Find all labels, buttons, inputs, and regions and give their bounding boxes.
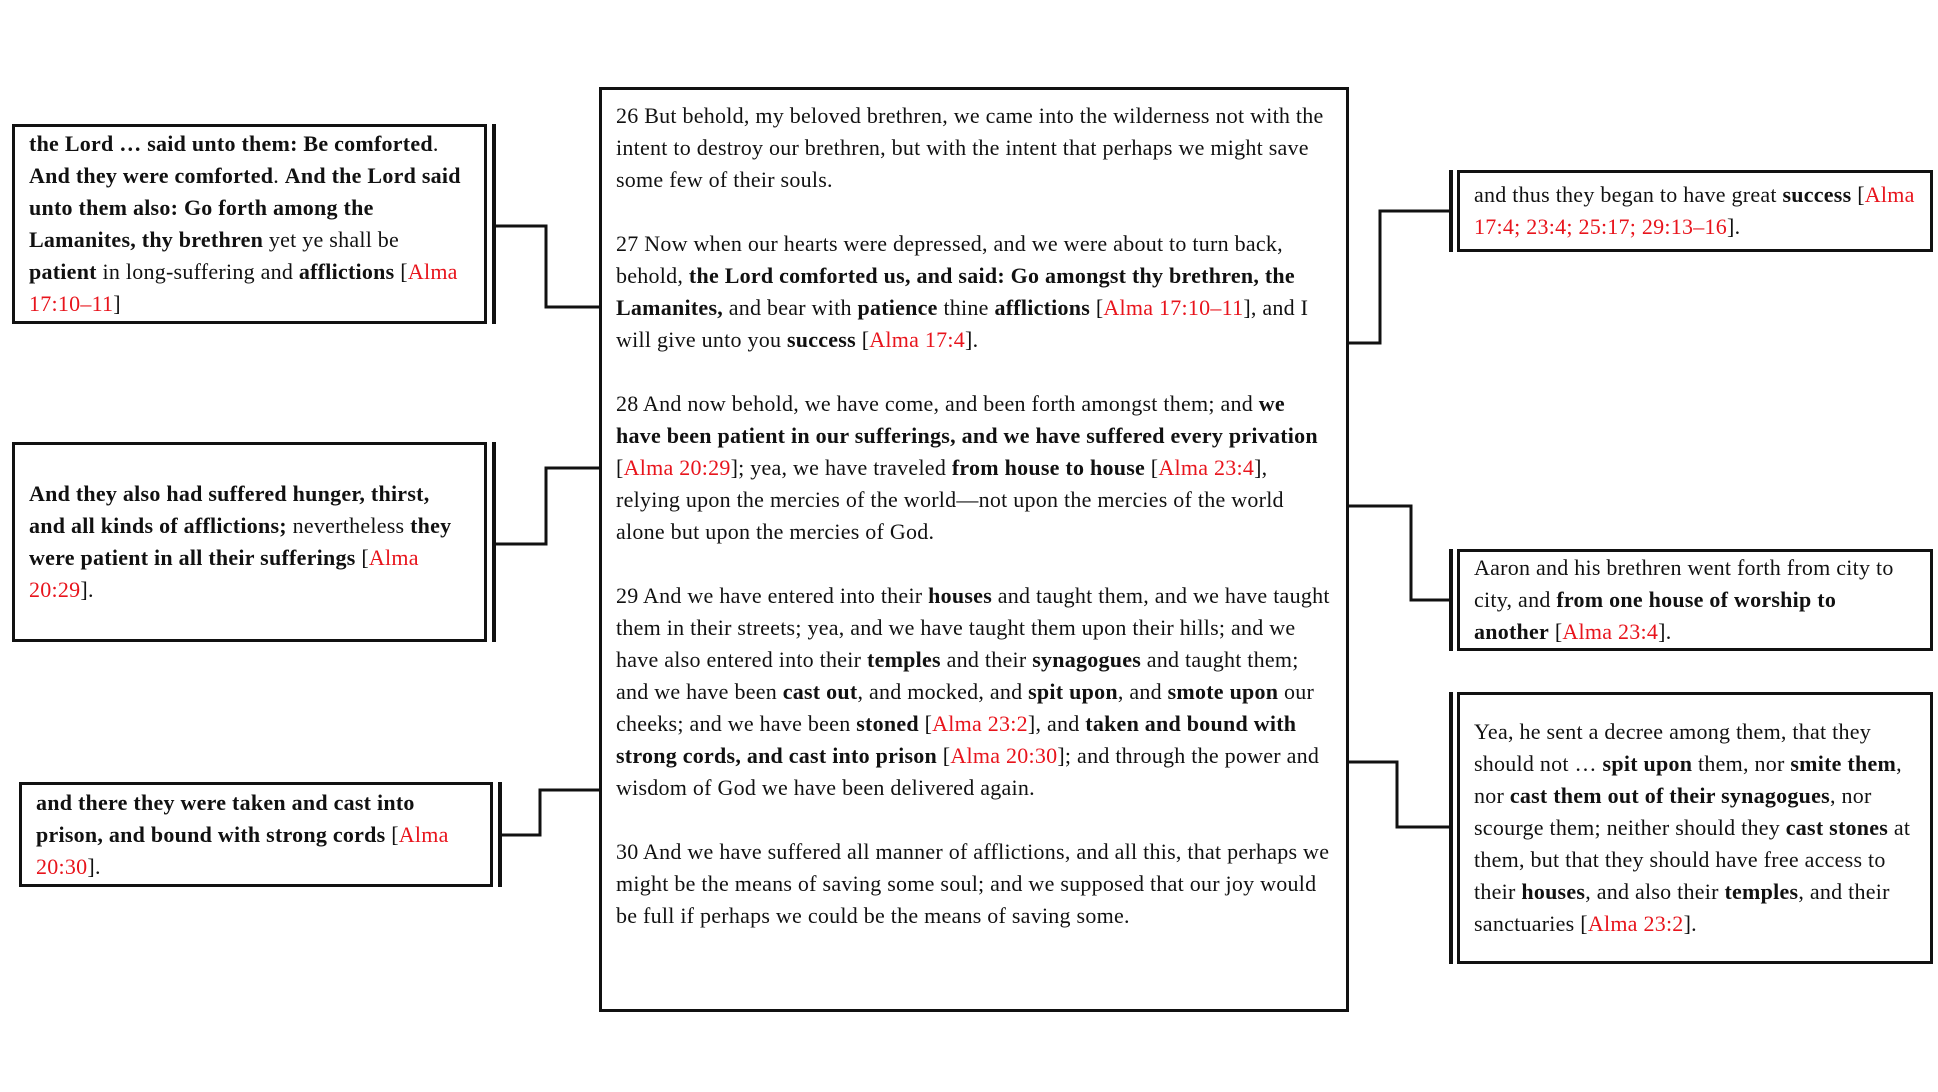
- emphasized-text: success: [1782, 182, 1852, 207]
- emphasized-text: the Lord comforted us, and said: Go amongst thy brethren, the Lamanites,: [616, 263, 1295, 320]
- text-segment: , and their sanctuaries [: [1474, 879, 1890, 936]
- text-segment: ]; yea, we have traveled: [730, 455, 952, 480]
- left-note-text: [29, 128, 470, 320]
- text-segment: [: [1549, 619, 1563, 644]
- right-note-box-1: [1457, 170, 1933, 252]
- emphasized-text: we have been patient in our sufferings, and we have suffered every privation: [616, 391, 1318, 448]
- text-segment: at them, but that they should have free access to their: [1474, 815, 1911, 904]
- text-segment: [: [1145, 455, 1159, 480]
- right-note-box-2: [1457, 549, 1933, 651]
- emphasized-text: temples: [867, 647, 941, 672]
- emphasized-text: patience: [857, 295, 938, 320]
- left-note-box-3: [19, 782, 493, 887]
- scripture-reference: Alma 20:30: [950, 743, 1058, 768]
- text-segment: and their: [940, 647, 1033, 672]
- emphasized-text: stoned: [856, 711, 919, 736]
- connector-left-2: [494, 468, 599, 544]
- verse-26: [616, 100, 1332, 196]
- scripture-reference: Alma 17:4: [869, 327, 966, 352]
- right-note-box-3: [1457, 692, 1933, 964]
- bracket-bar-right-1: [1449, 170, 1453, 252]
- text-segment: 27 Now when our hearts were depressed, and we were about to turn back, behold,: [616, 231, 1283, 288]
- left-note-text: [29, 478, 470, 606]
- text-segment: [: [1851, 182, 1865, 207]
- text-segment: ]: [113, 291, 121, 316]
- left-note-text: [36, 787, 476, 883]
- verse-30: [616, 836, 1332, 932]
- scripture-reference: Alma 17:10–11: [1103, 295, 1244, 320]
- bracket-bar-left-1: [492, 124, 496, 324]
- emphasized-text: houses: [1521, 879, 1586, 904]
- text-segment: yet ye shall be: [263, 227, 400, 252]
- right-note-text: [1474, 179, 1916, 243]
- text-segment: 29 And we have entered into their: [616, 583, 929, 608]
- emphasized-text: cast out: [782, 679, 858, 704]
- emphasized-text: smite them: [1790, 751, 1897, 776]
- emphasized-text: taken and bound with strong cords, and cast into prison: [616, 711, 1297, 768]
- scripture-passage-box: [599, 87, 1349, 1012]
- emphasized-text: cast stones: [1785, 815, 1889, 840]
- text-segment: ], relying upon the mercies of the world—not upon the mercies of the world alone but upon the mercies of God.: [616, 455, 1284, 544]
- emphasized-text: temples: [1724, 879, 1799, 904]
- text-segment: 30 And we have suffered all manner of afflictions, and all this, that perhaps we might be the means of saving some soul; and we supposed that our joy would be full if perhaps we could be the means of saving some.: [616, 839, 1330, 928]
- scripture-reference: Alma 23:4: [1158, 455, 1255, 480]
- text-segment: and bear with: [723, 295, 858, 320]
- text-segment: [: [937, 743, 951, 768]
- emphasized-text: from house to house: [951, 455, 1146, 480]
- right-note-text: [1474, 716, 1916, 940]
- text-segment: [: [394, 259, 408, 284]
- bracket-bar-right-2: [1449, 549, 1453, 651]
- emphasized-text: spit upon: [1028, 679, 1118, 704]
- left-note-box-1: [12, 124, 487, 324]
- text-segment: , and mocked, and: [857, 679, 1029, 704]
- scripture-reference: Alma 23:2: [1587, 911, 1684, 936]
- text-segment: ].: [965, 327, 979, 352]
- bracket-bar-left-2: [492, 442, 496, 642]
- text-segment: [: [355, 545, 369, 570]
- text-segment: .: [273, 163, 285, 188]
- text-segment: [: [918, 711, 933, 736]
- bracket-bar-left-3: [498, 782, 502, 887]
- left-note-box-2: [12, 442, 487, 642]
- text-segment: ], and: [1027, 711, 1086, 736]
- text-segment: ], and I will give unto you: [616, 295, 1309, 352]
- text-segment: ].: [87, 853, 101, 879]
- text-segment: , nor: [1474, 751, 1902, 808]
- verse-27: [616, 228, 1332, 356]
- connector-right-1: [1348, 211, 1451, 343]
- text-segment: ].: [1727, 214, 1741, 239]
- text-segment: 26 But behold, my beloved brethren, we came into the wilderness not with the intent to destroy our brethren, but with the intent that perhaps we might save some few of their souls.: [616, 103, 1324, 192]
- scripture-reference: Alma 20:30: [36, 821, 449, 879]
- text-segment: [: [1090, 295, 1104, 320]
- text-segment: [: [385, 821, 399, 847]
- connector-left-3: [500, 790, 599, 835]
- scripture-reference: Alma 20:29: [623, 455, 731, 480]
- text-segment: ]; and through the power and wisdom of God we have been delivered again.: [616, 743, 1320, 800]
- emphasized-text: synagogues: [1032, 647, 1142, 672]
- scripture-reference: Alma 23:2: [932, 711, 1028, 736]
- text-segment: , and also their: [1585, 879, 1725, 904]
- emphasized-text: and there they were taken and cast into prison, and bound with strong cords: [36, 789, 415, 847]
- emphasized-text: houses: [928, 583, 992, 608]
- emphasized-text: And they were comforted: [29, 163, 274, 188]
- emphasized-text: from one house of worship to another: [1474, 587, 1837, 644]
- text-segment: [: [616, 455, 624, 480]
- scripture-reference: Alma 17:10–11: [29, 259, 458, 316]
- text-segment: .: [432, 131, 439, 156]
- text-segment: [: [855, 327, 870, 352]
- emphasized-text: And they also had suffered hunger, thirst, and all kinds of afflictions;: [29, 481, 430, 538]
- emphasized-text: they were patient in all their sufferings: [29, 513, 452, 570]
- connector-right-2: [1348, 506, 1451, 600]
- scripture-reference: Alma 20:29: [29, 545, 419, 602]
- text-segment: and taught them, and we have taught them in their streets; yea, and we have taught them upon their hills; and we have also entered into their: [616, 583, 1330, 672]
- text-segment: nevertheless: [286, 513, 411, 538]
- emphasized-text: afflictions: [298, 259, 395, 284]
- text-segment: and thus they began to have great: [1474, 182, 1783, 207]
- text-segment: ].: [1683, 911, 1697, 936]
- scripture-reference: Alma 17:4; 23:4; 25:17; 29:13–16: [1474, 182, 1915, 239]
- emphasized-text: And the Lord said unto them also: Go forth among the Lamanites, thy brethren: [29, 163, 461, 252]
- text-segment: them, nor: [1692, 751, 1791, 776]
- text-segment: 28 And now behold, we have come, and been forth amongst them; and: [616, 391, 1259, 416]
- verse-29: [616, 580, 1332, 804]
- text-segment: and taught them; and we have been: [616, 647, 1299, 704]
- text-segment: our cheeks; and we have been: [616, 679, 1315, 736]
- emphasized-text: spit upon: [1602, 751, 1693, 776]
- emphasized-text: success: [786, 327, 856, 352]
- emphasized-text: the Lord … said unto them: Be comforted: [29, 131, 433, 156]
- emphasized-text: patient: [29, 259, 97, 284]
- text-segment: , nor scourge them; neither should they: [1474, 783, 1872, 840]
- right-note-text: [1474, 552, 1916, 648]
- emphasized-text: cast them out of their synagogues: [1509, 783, 1830, 808]
- emphasized-text: smote upon: [1167, 679, 1279, 704]
- verse-28: [616, 388, 1332, 548]
- bracket-bar-right-3: [1449, 692, 1453, 964]
- connector-left-1: [494, 226, 599, 307]
- text-segment: ].: [80, 577, 94, 602]
- scripture-reference: Alma 23:4: [1562, 619, 1659, 644]
- text-segment: in long-suffering and: [96, 259, 299, 284]
- text-segment: thine: [937, 295, 995, 320]
- emphasized-text: afflictions: [994, 295, 1091, 320]
- text-segment: , and: [1117, 679, 1168, 704]
- text-segment: ].: [1658, 619, 1672, 644]
- text-segment: Aaron and his brethren went forth from city to city, and: [1474, 555, 1894, 612]
- text-segment: Yea, he sent a decree among them, that they should not …: [1474, 719, 1872, 776]
- connector-right-3: [1348, 762, 1451, 827]
